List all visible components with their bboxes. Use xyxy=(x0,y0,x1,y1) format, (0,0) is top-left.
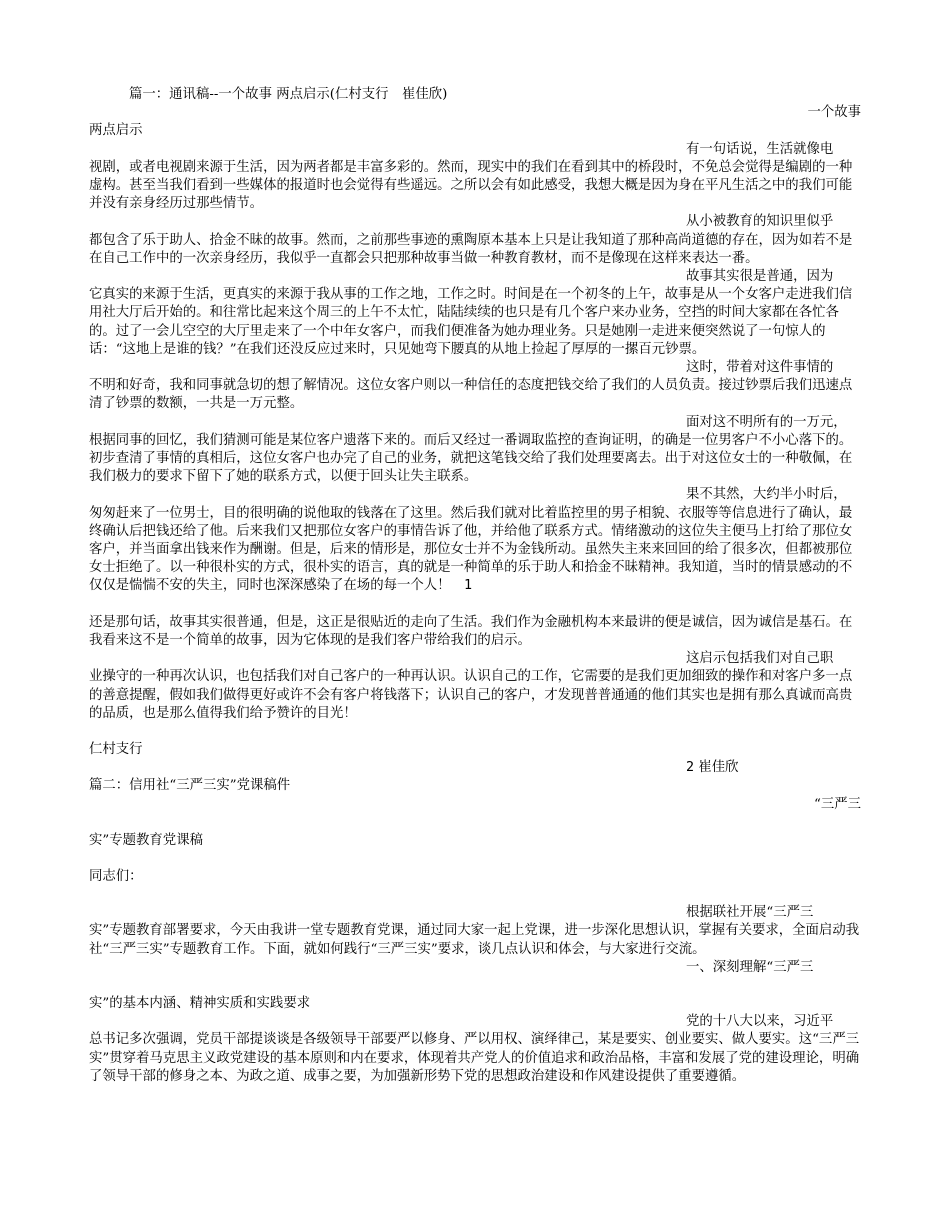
spacer xyxy=(89,886,861,904)
document-title: 篇一：通讯稿--一个故事 两点启示(仁村支行 崔佳欣) xyxy=(129,87,448,102)
signature-line xyxy=(89,759,861,777)
subtitle: 实”专题教育党课稿 xyxy=(89,832,203,848)
heading-1: 实”的基本内涵、精神实质和实践要求 xyxy=(89,995,311,1011)
paragraph-1: 视剧，或者电视剧来源于生活，因为两者都是丰富多彩的。然而，现实中的我们在看到其中的桥段时，不免总会觉得是编剧的一种虚构。甚至当我们看到一些媒体的报道时也会觉得有些遥远。之所以会有如此感受，我想大概是因为身在平凡生活之中的我们可能并没有亲身经历过那些情节。 xyxy=(89,159,853,212)
spacer xyxy=(89,814,861,832)
paragraph-7: 还是那句话，故事其实很普通，但是，这正是很贴近的走向了生活。我们作为金融机构本来最讲的便是诚信，因为诚信是基石。在我看来这不是一个简单的故事，因为它体现的是我们客户带给我们的启示。 xyxy=(89,614,853,648)
paragraph-9: 实”专题教育部署要求，今天由我讲一堂专题教育党课，通过同大家一起上党课，进一步深化思想认识，掌握有关要求，全面启动我社“三严三实”专题教育工作。下面，就如何践行“三严三实”要求，谈几点认识和体会，与大家进行交流。 xyxy=(89,923,860,957)
page-number-1: 1 xyxy=(463,578,472,594)
spacer xyxy=(89,723,861,741)
document-title-2: 篇二：信用社“三严三实”党课稿件 xyxy=(89,778,291,794)
paragraph-5: 根据同事的回忆，我们猜测可能是某位客户遗落下来的。而后又经过一番调取监控的查询证明，的确是一位男客户不小心落下的。初步查清了事情的真相后，这位女客户也办完了自己的业务，就把这笔钱交给了我们处理要离去。出于对这位女士的一种敬佩，在我们极力的要求下留下了她的联系方式，以便于回头让失主联系。 xyxy=(89,432,853,485)
paragraph-1-lead: 有一句话说，生活就像电 xyxy=(686,141,834,157)
paragraph-8-lead: 这启示包括我们对自己职 xyxy=(686,651,834,667)
spacer xyxy=(89,977,861,995)
paragraph-2-lead: 从小被教育的知识里似乎 xyxy=(686,214,834,230)
paragraph-10: 总书记多次强调，党员干部提谈谈是各级领导干部要严以修身、严以用权、演绎律己，某是要实、创业要实、做人要实。这“三严三实”贯穿着马克思主义政党建设的基本原则和内在要求，体现着共产党人的价值追求和政治品格，丰富和发展了党的建设理论，明确了领导干部的修身之本、为政之道、成事之要，为加强新形势下党的思想政治建设和作风建设提供了重要遵循。 xyxy=(89,1032,860,1084)
paragraph-4-lead: 这时，带着对这件事情的 xyxy=(686,360,834,376)
paragraph-3: 它真实的来源于生活，更真实的来源于我从事的工作之地，工作之时。时间是在一个初冬的上午，故事是从一个女客户走进我们信用社大厅后开始的。和往常比起来这个周三的上午不太忙，陆陆续续的也只是有几个客户来办业务，空挡的时间大家都在各忙各的。过了一会儿空空的大厅里走来了一个中年女客户，而我们便准备为她办理业务。只是她刚一走进来便突然说了一句惊人的话：“这地上是谁的钱？”在我们还没反应过来时，只见她弯下腰真的从地上捡起了厚厚的一摞百元钞票。 xyxy=(89,287,853,357)
page-number-2: 2 xyxy=(686,760,695,776)
spacer xyxy=(89,596,861,614)
paragraph-3-lead: 故事其实很是普通，因为 xyxy=(686,269,834,285)
greeting: 同志们： xyxy=(89,868,143,884)
subtitle-lead: “三严三 xyxy=(813,796,861,812)
paragraph-5-lead: 面对这不明所有的一万元， xyxy=(686,414,847,430)
paragraph-2: 都包含了乐于助人、拾金不昧的故事。然而，之前那些事迹的熏陶原本基本上只是让我知道了那种高尚道德的存在，因为如若不是在自己工作中的一次亲身经历，我似乎一直都会只把那种故事当做一种教育教材，而不是像现在这样来表达一番。 xyxy=(89,232,853,266)
signature-name: 崔佳欣 xyxy=(698,760,739,776)
document-body xyxy=(89,86,861,1086)
title-line-2: 两点启示 xyxy=(89,123,143,139)
paragraph-8: 业操守的一种再次认识，也包括我们对自己客户的一种再认识。认识自己的工作，它需要的是我们更加细致的操作和对客户多一点的善意提醒，假如我们做得更好或许不会有客户将钱落下；认识自己的客户，才发现普普通通的他们其实也是拥有那么真诚而高贵的品质，也是那么值得我们给予赞许的目光！ xyxy=(89,669,853,721)
heading-1-lead: 一、深刻理解“三严三 xyxy=(686,959,814,975)
paragraph-6-text: 匆匆赶来了一位男士，目的很明确的说他取的钱落在了这里。然后我们就对比着监控里的男子相貌、衣服等等信息进行了确认，最终确认后把钱还给了他。后来我们又把那位女客户的事情告诉了他，并给他了联系方式。情绪激动的这位失主便马上打给了那位女客户，并当面拿出钱来作为酬谢。但是，后来的情形是，那位女士并不为金钱所动。虽然失主来来回回的给了很多次，但都被那位女士拒绝了。以一种很朴实的方式，很朴实的语言，真的就是一种简单的乐于助人和拾金不昧精神。我知道，当时的情景感动的不仅仅是惴惴不安的失主，同时也深深感染了在场的每一个人！ xyxy=(89,505,853,594)
paragraph-4: 不明和好奇，我和同事就急切的想了解情况。这位女客户则以一种信任的态度把钱交给了我们的人员负责。接过钞票后我们迅速点清了钞票的数额，一共是一万元整。 xyxy=(89,378,853,412)
title-line-1: 一个故事 xyxy=(807,105,861,121)
spacer xyxy=(89,850,861,868)
paragraph-10-lead: 党的十八大以来，习近平 xyxy=(686,1014,834,1030)
paragraph-6-lead: 果不其然，大约半小时后， xyxy=(686,487,847,503)
signature-branch: 仁村支行 xyxy=(89,741,143,757)
paragraph-9-lead: 根据联社开展“三严三 xyxy=(686,905,814,921)
paragraph-6 xyxy=(89,505,861,596)
